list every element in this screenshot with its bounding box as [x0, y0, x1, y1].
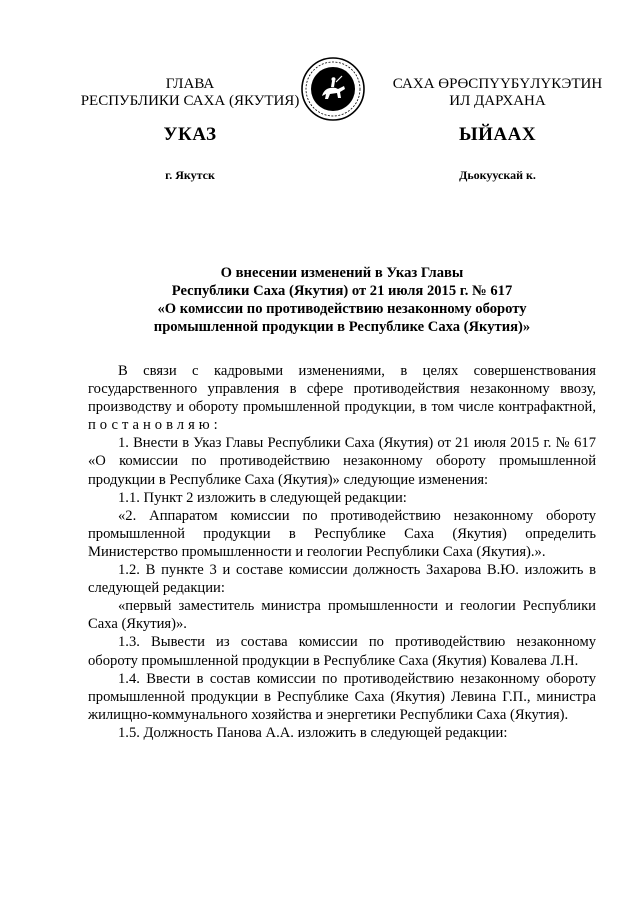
paragraph-1-3: 1.3. Вывести из состава комиссии по противодействию незаконному обороту промышленной продукции в Республике Саха (Якутия) Ковалева Л.Н.	[88, 634, 596, 669]
document-body	[88, 362, 596, 742]
city-left: г. Якутск	[165, 168, 215, 182]
header-right-line2: ИЛ ДАРХАНА	[449, 93, 546, 109]
paragraph-1-2: 1.2. В пункте 3 и составе комиссии должность Захарова В.Ю. изложить в следующей редакции:	[88, 562, 596, 597]
document-heading	[88, 264, 596, 336]
coat-of-arms-sakha-icon	[300, 56, 366, 122]
heading-line1: О внесении изменений в Указ Главы	[220, 265, 464, 281]
paragraph-1-1-text: «2. Аппаратом комиссии по противодействию незаконному обороту промышленной продукции в Республике Саха (Якутия) определить Министерство промышленности и геологии Республики Саха (Якутия).».	[88, 507, 596, 560]
heading-line4: промышленной продукции в Республике Саха (Якутия)»	[153, 319, 531, 335]
heading-line3: «О комиссии по противодействию незаконному обороту	[157, 301, 527, 317]
header-left	[70, 76, 310, 110]
header-right	[385, 76, 610, 110]
paragraph-1-2-text: «первый заместитель министра промышленности и геологии Республики Саха (Якутия)».	[88, 598, 596, 633]
header-left-line1: ГЛАВА	[165, 76, 215, 92]
paragraph-1-4: 1.4. Ввести в состав комиссии по противодействию незаконному обороту промышленной продукции в Республике Саха (Якутия) Левина Г.П., министра жилищно-коммунального хозяйства и энергетики Республики Саха (Якутия).	[88, 670, 596, 723]
doc-type-right: ЫЙААХ	[458, 124, 537, 145]
city-right: Дьокуускай к.	[459, 168, 536, 182]
preamble-text: В связи с кадровыми изменениями, в целях совершенствования государственного управления в сфере противодействия незаконному ввозу, производству и обороту промышленной продукции, в том числе контрафактной,	[88, 363, 596, 416]
doc-type-left: УКАЗ	[163, 124, 217, 145]
paragraph-1: 1. Внести в Указ Главы Республики Саха (Якутия) от 21 июля 2015 г. № 617 «О комиссии по противодействию незаконному обороту промышленной продукции в Республике Саха (Якутия)» следующие изменения:	[88, 435, 596, 488]
header-left-line2: РЕСПУБЛИКИ САХА (ЯКУТИЯ)	[80, 93, 300, 109]
paragraph-preamble	[88, 362, 596, 434]
paragraph-1-5: 1.5. Должность Панова А.А. изложить в следующей редакции:	[118, 724, 508, 741]
decree-word: постановляю:	[88, 417, 222, 434]
paragraph-1-1: 1.1. Пункт 2 изложить в следующей редакции:	[118, 489, 407, 506]
header-right-line1: САХА ӨРӨСПҮҮБҮЛҮКЭТИН	[392, 76, 603, 92]
heading-line2: Республики Саха (Якутия) от 21 июля 2015 г. № 617	[171, 283, 513, 299]
